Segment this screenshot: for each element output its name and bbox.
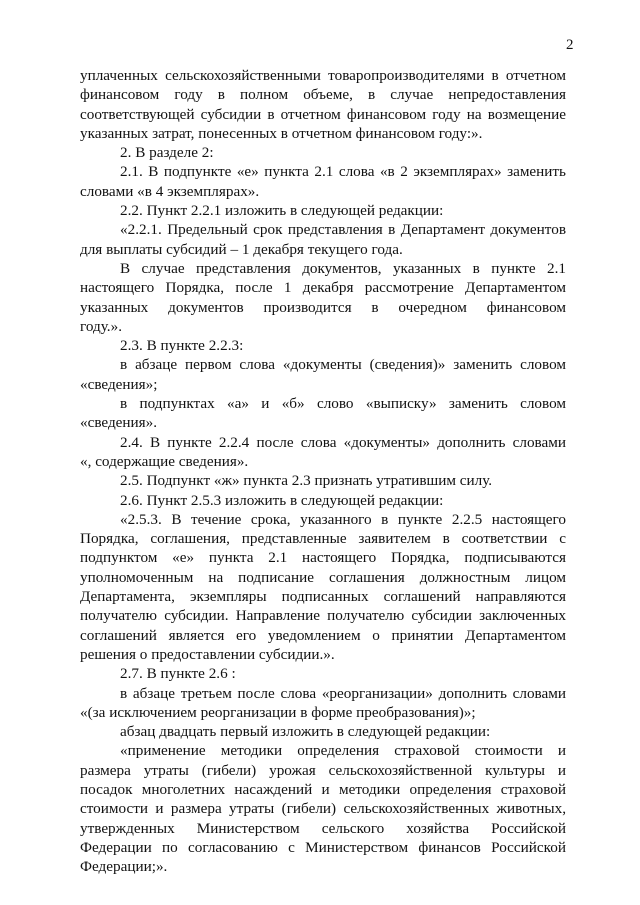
text-line: уплаченных сельскохозяйственными товаропроизводителями в отчетном bbox=[80, 67, 566, 84]
text-line: «2.2.1. Предельный срок представления в Департамент документов bbox=[120, 221, 566, 239]
text-line: 2.6. Пункт 2.5.3 изложить в следующей редакции: bbox=[120, 491, 444, 509]
text-line: размера утраты (гибели) урожая сельскохозяйственной культуры и bbox=[80, 761, 566, 779]
text-line: 2.5. Подпункт «ж» пункта 2.3 признать утратившим силу. bbox=[120, 472, 493, 490]
text-line: соответствующей субсидии в отчетном финансовом году на возмещение bbox=[80, 105, 566, 123]
text-line: 2.3. В пункте 2.2.3: bbox=[120, 337, 244, 355]
text-line: стоимости и размера утраты (гибели) сельскохозяйственных животных, bbox=[80, 800, 566, 818]
text-line: получателю субсидии. Направление получателю субсидии заключенных bbox=[80, 607, 566, 625]
text-line: 2.7. В пункте 2.6 : bbox=[120, 665, 236, 683]
text-line: Порядка, соглашения, представленные заявителем в соответствии с bbox=[80, 530, 566, 548]
text-line: уполномоченным на подписание соглашения должностным лицом bbox=[80, 568, 566, 586]
text-line: 2.1. В подпункте «е» пункта 2.1 слова «в 2 экземплярах» заменить bbox=[120, 163, 566, 181]
text-line: решения о предоставлении субсидии.». bbox=[80, 645, 335, 663]
text-line: «сведения». bbox=[80, 414, 158, 432]
text-line: настоящего Порядка, после 1 декабря рассмотрение Департаментом bbox=[80, 279, 566, 297]
text-line: утвержденных Министерством сельского хозяйства Российской bbox=[80, 819, 566, 837]
text-line: «, содержащие сведения». bbox=[80, 452, 249, 470]
text-line: подпунктом «е» пункта 2.1 настоящего Порядка, подписываются bbox=[80, 549, 566, 567]
text-line: Федерации;». bbox=[80, 858, 168, 876]
text-line: «(за исключением реорганизации в форме преобразования)»; bbox=[80, 703, 476, 721]
text-line: Федерации по согласованию с Министерством финансов Российской bbox=[80, 838, 566, 856]
text-line: году.». bbox=[80, 317, 122, 335]
text-line: в абзаце третьем после слова «реорганизации» дополнить словами bbox=[120, 684, 566, 702]
text-line: Департамента, экземпляры подписанных соглашений направляются bbox=[80, 588, 566, 606]
text-line: словами «в 4 экземплярах». bbox=[80, 182, 260, 200]
text-line: для выплаты субсидий – 1 декабря текущего года. bbox=[80, 240, 403, 258]
text-line: 2. В разделе 2: bbox=[120, 144, 214, 162]
text-line: соглашений является его уведомлением о принятии Департаментом bbox=[80, 626, 566, 644]
text-line: в подпунктах «а» и «б» слово «выписку» заменить словом bbox=[120, 395, 566, 413]
page-number: 2 bbox=[566, 37, 574, 53]
text-line: «2.5.3. В течение срока, указанного в пункте 2.2.5 настоящего bbox=[120, 510, 566, 528]
text-line: указанных затрат, понесенных в отчетном финансовом году:». bbox=[80, 124, 483, 142]
document-body bbox=[80, 66, 566, 876]
text-line: «применение методики определения страховой стоимости и bbox=[120, 742, 566, 760]
text-line: финансовом году в полном объеме, в случае непредоставления bbox=[80, 86, 566, 104]
text-line: «сведения»; bbox=[80, 375, 158, 393]
text-line: посадок многолетних насаждений и методики определения страховой bbox=[80, 780, 566, 798]
text-line: указанных документов производится в очередном финансовом bbox=[80, 298, 566, 316]
text-line: 2.4. В пункте 2.2.4 после слова «документы» дополнить словами bbox=[120, 433, 566, 451]
text-line: В случае представления документов, указанных в пункте 2.1 bbox=[120, 259, 566, 277]
text-line: абзац двадцать первый изложить в следующей редакции: bbox=[120, 723, 491, 741]
text-line: 2.2. Пункт 2.2.1 изложить в следующей редакции: bbox=[120, 202, 444, 220]
text-line: в абзаце первом слова «документы (сведения)» заменить словом bbox=[120, 356, 566, 374]
